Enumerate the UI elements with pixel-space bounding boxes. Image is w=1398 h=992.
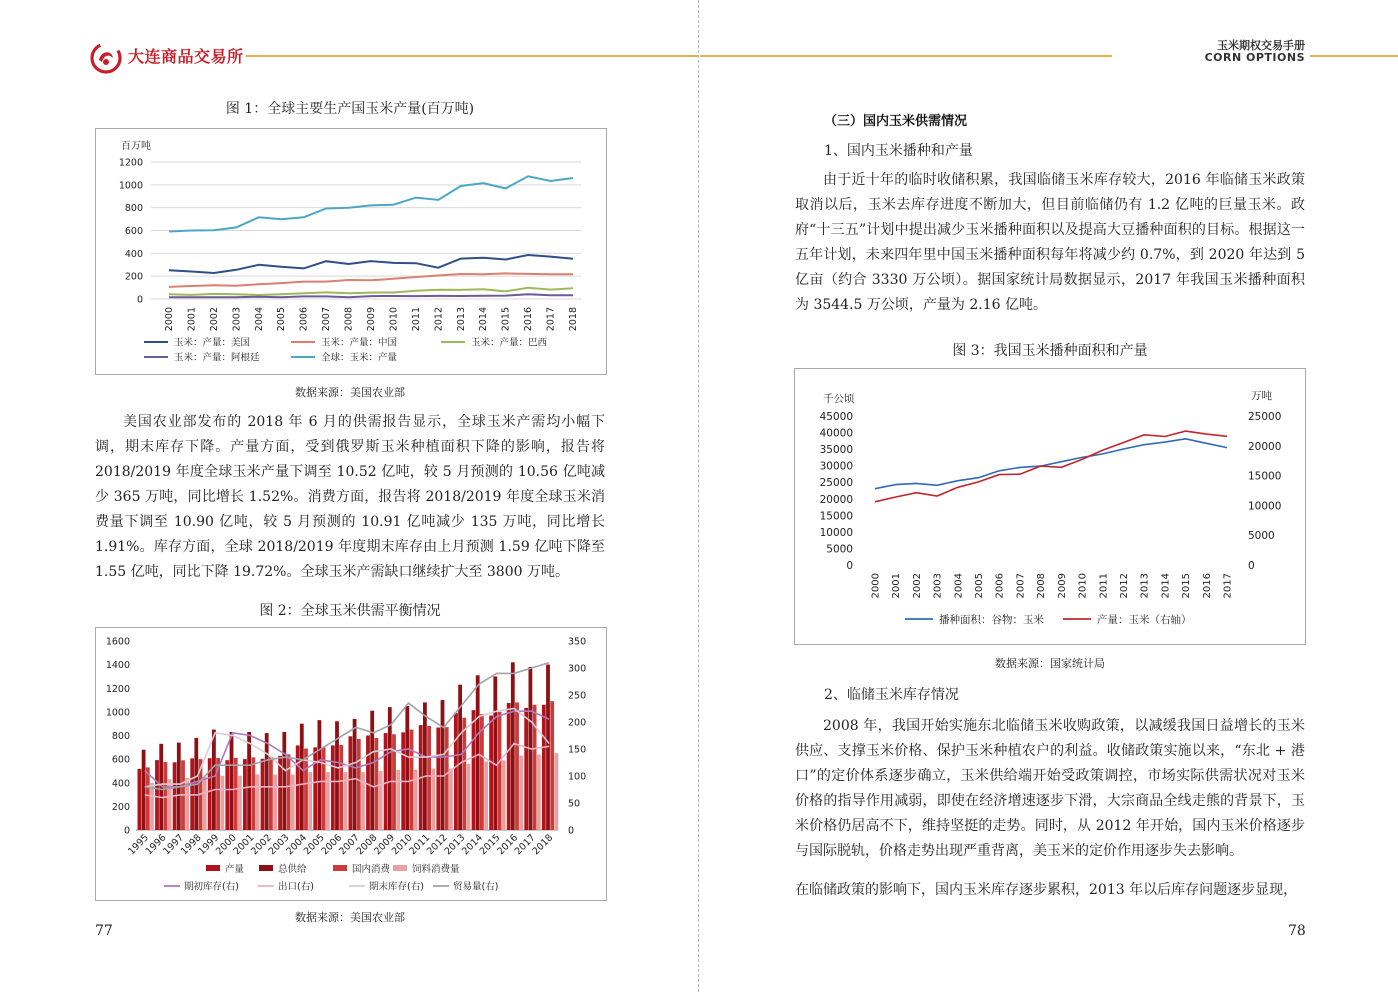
chart2-x-tick-label: 2012 [424,832,450,858]
chart1-x-tick-label: 2007 [321,307,333,332]
chart2-x-tick-label: 2011 [407,832,433,858]
chart2-x-tick-label: 2017 [512,832,538,858]
manual-title-cn: 玉米期权交易手册 [1217,39,1305,52]
figure2-chart [95,627,607,901]
chart3-y-tick-label: 45000 [819,411,853,423]
chart2-bar-产量 [384,733,388,830]
chart2-bar-饲料消费量 [273,775,277,831]
chart1-series-line-1 [169,273,573,287]
chart2-bar-饲料消费量 [537,754,541,830]
chart2-bar-总供给 [142,750,146,830]
chart2-x-tick-label: 1998 [178,832,204,858]
chart2-y2-tick-label: 100 [568,771,587,783]
chart1-x-tick-label: 2010 [388,307,400,332]
chart1-x-tick-label: 2006 [298,307,310,332]
chart2-bar-产量 [138,769,142,830]
chart3-x-tick-label: 2006 [994,573,1006,599]
chart2-legend-label: 产量 [225,864,245,875]
chart2-y2-tick-label: 350 [568,636,587,648]
figure2-title: 图 2：全球玉米供需平衡情况 [259,603,441,619]
chart1-legend-label: 玉米：产量：美国 [174,337,251,349]
header-rule-right-end [1310,55,1398,57]
chart2-bar-产量 [225,760,229,830]
right-paragraph-3 [795,878,1305,903]
chart1-series-line-0 [169,255,573,273]
chart1-x-tick-label: 2013 [455,307,467,332]
chart2-bar-国内消费 [164,762,168,830]
chart2-bar-产量 [313,747,317,830]
chart2-bar-国内消费 [427,726,431,830]
chart3-y-tick-label: 25000 [819,477,853,490]
chart3-y-tick-label: 20000 [819,493,853,506]
chart1-x-tick-label: 2000 [164,307,175,332]
chart2-x-tick-label: 2008 [354,832,380,858]
chart2-x-tick-label: 2000 [213,832,239,858]
chart3-series-line-1 [875,431,1227,502]
chart2-y-tick-label: 1600 [105,636,130,648]
chart3-legend-label: 产量：玉米（右轴） [1097,614,1192,626]
chart2-y2-tick-label: 250 [568,690,587,702]
chart2-x-tick-label: 2010 [389,832,415,858]
chart2-bar-总供给 [353,719,357,830]
chart3-x-tick-label: 2017 [1222,573,1234,599]
chart2-y-tick-label: 200 [111,801,130,813]
chart3-y2-tick-label: 25000 [1248,411,1282,423]
right-paragraph-1-text: 由于近十年的临时收储积累，我国临储玉米库存较大，2016 年临储玉米政策取消以后，玉米去库存进度不断加大，但目前临储仍有 1.2 亿吨的巨量玉米。政府“十三五”计划中提出减少玉米播种面积以及提高大豆播种面积的目标。根据这一五年计划，未来四年里中国玉米播种面积每年将减少约 0.7%，到 2020 年达到 5 亿亩（约合 3330 万公顷）。据国家统计局数据显示，2017 年我国玉米播种面积为 3544.5 万公顷，产量为 2.16 亿吨。 [795,172,1305,313]
chart2-legend-label: 期末库存(右) [369,881,424,893]
chart1-legend-label: 全球：玉米：产量 [321,352,398,364]
chart3-x-tick-label: 2012 [1118,573,1130,599]
chart1-x-tick-label: 2011 [410,307,422,332]
chart2-bar-总供给 [247,732,251,830]
chart2-bar-饲料消费量 [431,769,435,830]
chart3-x-tick-label: 2009 [1056,573,1068,599]
chart2-bar-总供给 [300,724,304,830]
chart1-x-tick-label: 2018 [568,307,579,332]
chart2-bar-国内消费 [445,727,449,830]
section-heading: （三）国内玉米供需情况 [824,114,968,129]
chart1-x-tick-label: 2005 [276,307,288,332]
chart2-y2-tick-label: 0 [568,825,575,837]
chart2-bar-国内消费 [550,701,554,830]
chart1-x-tick-label: 2008 [343,307,355,332]
chart2-bar-产量 [349,736,353,830]
chart2-y2-tick-label: 300 [568,663,587,675]
chart3-x-tick-label: 2005 [974,573,986,599]
chart3-x-tick-label: 2015 [1181,573,1193,599]
chart1-legend-label: 玉米：产量：阿根廷 [174,352,260,364]
chart2-bar-总供给 [318,720,322,830]
header-rule [246,55,698,57]
figure3-source: 数据来源：国家统计局 [995,657,1105,670]
chart1-x-tick-label: 2014 [478,307,490,332]
chart2-bar-饲料消费量 [502,760,506,830]
chart2-bar-国内消费 [234,758,238,830]
chart2-bar-产量 [261,759,265,830]
chart2-x-tick-label: 1995 [126,832,151,858]
chart2-legend-swatch [333,865,347,871]
chart2-bar-产量 [155,760,159,830]
chart1-y-tick-label: 0 [136,294,143,306]
chart3-x-tick-label: 2008 [1036,573,1048,599]
chart2-legend-label: 总供给 [278,864,307,875]
chart2-bar-饲料消费量 [555,753,559,830]
right-paragraph-3-text: 在临储政策的影响下，国内玉米库存逐步累积，2013 年以后库存问题逐步显现， [795,882,1298,898]
chart2-x-tick-label: 2016 [495,832,521,858]
chart2-bar-饲料消费量 [203,777,207,830]
page-number-left: 77 [95,923,113,939]
chart3-x-tick-label: 2016 [1201,573,1213,599]
chart3-y-tick-label: 10000 [819,526,853,539]
chart1-y-tick-label: 1200 [118,157,143,169]
chart2-bar-产量 [331,745,335,830]
chart2-bar-饲料消费量 [150,783,154,830]
left-page [0,0,698,992]
chart3-y2-tick-label: 0 [1248,560,1255,572]
chart2-bar-国内消费 [339,745,343,830]
chart2-x-tick-label: 1997 [161,832,187,858]
chart1-x-tick-label: 2004 [253,307,265,332]
chart2-bar-饲料消费量 [220,776,224,830]
chart2-bar-饲料消费量 [308,772,312,830]
chart2-y-tick-label: 1400 [105,660,130,672]
chart3-y-tick-label: 35000 [819,444,853,457]
chart2-bar-总供给 [493,676,497,830]
chart2-y-tick-label: 1200 [105,683,130,695]
chart3-x-tick-label: 2014 [1160,573,1172,599]
chart2-x-tick-label: 2018 [530,832,556,858]
chart3-x-tick-label: 2011 [1098,573,1110,599]
chart1-y-tick-label: 1000 [118,180,143,192]
chart2-x-tick-label: 2002 [249,832,274,858]
chart2-svg [96,628,606,900]
chart2-x-tick-label: 1999 [196,832,222,858]
chart1-legend-label: 玉米：产量：巴西 [471,337,548,349]
chart1-y-tick-label: 600 [124,226,143,237]
page-number-right: 78 [1288,923,1306,939]
chart2-x-tick-label: 2007 [337,832,362,858]
exchange-logo-text: 大连商品交易所 [128,47,244,66]
chart1-x-tick-label: 2009 [366,307,377,332]
chart2-bar-总供给 [265,733,269,830]
header-rule-right [700,55,1112,57]
chart3-series-line-0 [875,439,1227,489]
chart2-series-line-3 [145,663,549,790]
chart3-y-tick-label: 5000 [826,543,853,556]
chart2-bar-饲料消费量 [256,775,260,831]
chart2-bar-产量 [489,716,493,831]
chart3-x-tick-label: 2002 [911,573,923,599]
right-page [700,0,1398,992]
chart2-bar-总供给 [441,700,445,830]
figure1-source: 数据来源：美国农业部 [295,386,405,399]
chart1-x-tick-label: 2012 [433,307,445,332]
chart1-x-tick-label: 2015 [500,307,512,332]
chart2-bar-总供给 [423,702,427,830]
chart2-legend-label: 饲料消费量 [412,864,460,875]
chart2-y-tick-label: 0 [123,825,130,837]
chart2-bar-总供给 [282,732,286,830]
chart2-bar-产量 [243,759,247,830]
chart2-bar-饲料消费量 [238,776,242,830]
figure3-chart [794,368,1306,645]
chart2-bar-产量 [507,703,511,830]
chart2-legend-swatch [393,865,407,871]
chart1-y-tick-label: 200 [124,271,143,283]
left-paragraph-text: 美国农业部发布的 2018 年 6 月的供需报告显示，全球玉米产需均小幅下调，期末库存下降。产量方面，受到俄罗斯玉米种植面积下降的影响，报告将 2018/2019 年度全球玉米产量下调至 10.52 亿吨，较 5 月预测的 10.56 亿吨减少 365 万吨，同比增长 1.52%。消费方面，报告将 2018/2019 年度全球玉米消费量下调至 10.90 亿吨，较 5 月预测的 10.91 亿吨减少 135 万吨，同比增长 1.91%。库存方面，全球 2018/2019 年度期末库存由上月预测 1.59 亿吨下降至 1.55 亿吨，同比下降 19.72%。全球玉米产需缺口继续扩大至 3800 万吨。 [95,414,605,580]
chart3-y2-tick-label: 15000 [1248,470,1282,483]
chart2-bar-饲料消费量 [519,756,523,830]
chart2-legend-swatch [206,865,220,871]
manual-title-en: CORN OPTIONS [1204,51,1305,64]
chart2-bar-产量 [472,710,476,830]
chart2-y-tick-label: 1000 [105,707,130,719]
chart2-bar-饲料消费量 [449,769,453,830]
chart2-bar-国内消费 [269,757,273,830]
subsection-1-heading: 1、国内玉米播种和产量 [824,143,973,159]
chart1-x-tick-label: 2016 [523,307,535,332]
chart2-bar-国内消费 [462,718,466,830]
chart2-x-tick-label: 1996 [143,832,169,858]
chart3-x-tick-label: 2004 [953,573,965,599]
chart2-bar-总供给 [476,675,480,830]
chart2-y2-tick-label: 150 [568,744,587,756]
chart2-y-tick-label: 400 [111,778,130,790]
chart2-bar-产量 [366,736,370,831]
chart2-bar-国内消费 [251,757,255,830]
chart3-legend-label: 播种面积：谷物：玉米 [939,614,1044,626]
chart3-x-tick-label: 2010 [1077,573,1089,599]
subsection-2-heading: 2、临储玉米库存情况 [824,687,959,703]
chart2-bar-产量 [542,705,546,830]
chart2-bar-国内消费 [498,712,502,830]
chart2-x-tick-label: 2013 [442,832,468,858]
chart3-svg [795,369,1305,644]
chart2-x-tick-label: 2003 [266,832,292,858]
chart3-y-tick-label: 40000 [819,427,853,440]
chart3-x-tick-label: 2000 [870,573,882,599]
chart2-bar-总供给 [230,732,234,830]
chart2-x-tick-label: 2001 [231,832,257,858]
chart1-y-tick-label: 800 [124,203,143,215]
dce-logo-icon [90,42,122,74]
chart3-y-tick-label: 0 [846,560,853,572]
chart1-legend-label: 玉米：产量：中国 [321,337,398,349]
chart3-x-tick-label: 2003 [932,573,944,599]
chart2-bar-饲料消费量 [467,764,471,830]
chart2-bar-产量 [524,708,528,830]
figure1-chart [95,128,607,375]
chart2-bar-国内消费 [287,754,291,830]
chart2-x-tick-label: 2015 [477,832,503,858]
chart2-x-tick-label: 2014 [460,832,485,858]
chart1-x-tick-label: 2017 [545,307,557,332]
right-paragraph-2 [795,714,1305,864]
chart2-bar-产量 [436,728,440,831]
chart1-y-unit: 百万吨 [121,141,151,152]
page-gutter [698,0,699,992]
right-paragraph-1 [795,168,1305,318]
chart2-bar-饲料消费量 [396,770,400,830]
chart1-series-line-2 [169,288,573,295]
chart2-y2-tick-label: 200 [568,717,587,729]
chart3-y2-tick-label: 5000 [1248,530,1275,543]
figure3-title: 图 3：我国玉米播种面积和产量 [952,343,1148,359]
chart2-y-tick-label: 600 [111,754,130,766]
chart2-legend-label: 期初库存(右) [184,881,239,893]
chart2-bar-总供给 [370,711,374,830]
chart3-y2-tick-label: 20000 [1248,440,1282,453]
chart2-legend-label: 国内消费 [352,864,391,875]
chart2-x-tick-label: 2005 [301,832,327,858]
figure2-source: 数据来源：美国农业部 [295,911,405,924]
chart2-bar-总供给 [405,706,409,830]
chart2-bar-国内消费 [357,739,361,830]
chart2-x-tick-label: 2009 [372,832,398,858]
chart2-bar-产量 [454,713,458,830]
chart1-y-tick-label: 400 [124,248,143,260]
chart3-x-tick-label: 2007 [1015,573,1027,599]
chart2-bar-总供给 [212,730,216,830]
chart3-x-tick-label: 2013 [1139,573,1151,599]
chart3-y2-tick-label: 10000 [1248,500,1282,513]
chart2-bar-饲料消费量 [291,775,295,831]
chart3-y-tick-label: 30000 [819,460,853,473]
chart2-y2-tick-label: 50 [568,798,581,810]
chart2-legend-label: 出口(右) [278,881,314,893]
right-paragraph-2-text: 2008 年，我国开始实施东北临储玉米收购政策，以减缓我国日益增长的玉米供应、支撑玉米价格、保护玉米种植农户的利益。收储政策实施以来，“东北 + 港口”的定价体系逐步确立，玉米供给端开始受政策调控，市场实际供需状况对玉米价格的指导作用减弱，即使在经济增速逐步下滑，大宗商品全线走熊的背景下，玉米价格仍居高不下，维持坚挺的走势。同时，从 2012 年开始，国内玉米价格逐步与国际脱轨，价格走势出现严重背离，美玉米的定价作用逐步失去影响。 [795,718,1305,859]
chart2-legend-swatch [259,865,273,871]
chart1-svg [96,129,606,374]
chart2-y-tick-label: 800 [111,731,130,742]
chart2-bar-国内消费 [146,767,150,830]
chart1-x-tick-label: 2001 [186,307,198,332]
chart1-x-tick-label: 2002 [208,307,220,332]
chart2-bar-饲料消费量 [379,771,383,830]
chart3-y-tick-label: 15000 [819,510,853,523]
figure1-title: 图 1：全球主要生产国玉米产量(百万吨) [225,101,475,117]
chart2-bar-国内消费 [515,702,519,830]
chart3-x-tick-label: 2001 [891,573,903,599]
chart2-x-tick-label: 2006 [319,832,345,858]
left-paragraph [95,410,605,585]
chart2-x-tick-label: 2004 [284,832,310,858]
chart2-legend-label: 贸易量(右) [453,881,499,893]
chart3-y-unit: 千公顷 [823,393,855,405]
chart2-bar-饲料消费量 [484,762,488,831]
chart1-x-tick-label: 2003 [231,307,243,332]
chart3-y2-unit: 万吨 [1251,390,1272,402]
